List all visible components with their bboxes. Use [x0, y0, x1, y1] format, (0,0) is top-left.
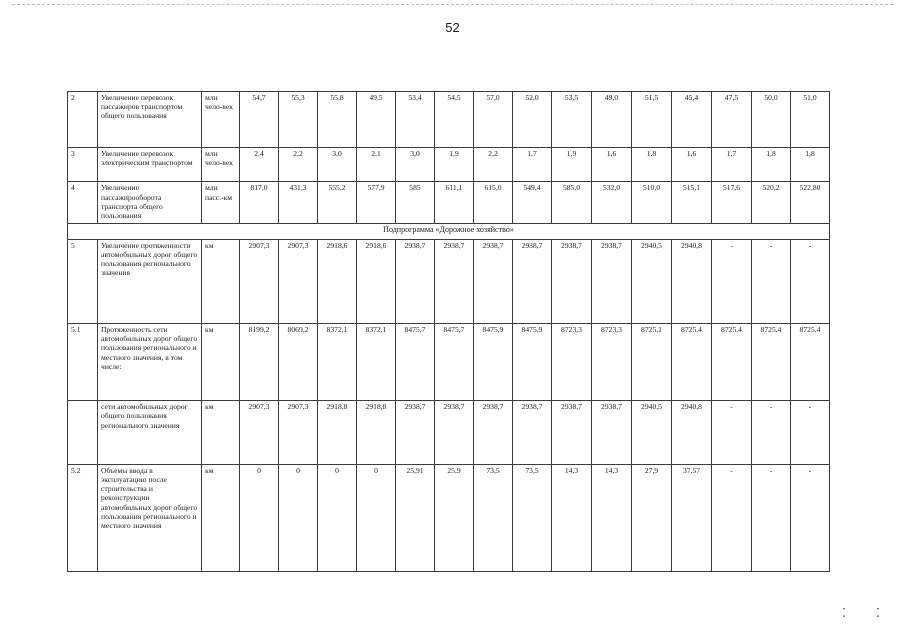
value-cell: 54,5 — [435, 92, 474, 148]
value-cell: 55,8 — [318, 92, 357, 148]
value-cell: 2,2 — [474, 147, 513, 182]
value-cell: 2938,7 — [513, 401, 552, 465]
page-number: 52 — [445, 20, 460, 35]
value-cell: 549,4 — [513, 182, 552, 223]
value-cell: 8725,4 — [791, 324, 830, 401]
indicator-name: сети автомобильных дорог общего пользования регионального значения — [98, 401, 202, 465]
value-cell: 8475,7 — [396, 324, 435, 401]
value-cell: 8372,1 — [357, 324, 396, 401]
value-cell: 517,6 — [712, 182, 752, 223]
value-cell: 3,0 — [318, 147, 357, 182]
value-cell: 57,0 — [474, 92, 513, 148]
value-cell: 1,9 — [435, 147, 474, 182]
value-cell: 2938,7 — [435, 401, 474, 465]
value-cell: 8475,7 — [435, 324, 474, 401]
table-row — [68, 401, 830, 465]
value-cell: - — [752, 401, 791, 465]
value-cell: 8725,4 — [672, 324, 712, 401]
table-row — [68, 182, 830, 223]
value-cell: 2918,6 — [318, 239, 357, 323]
value-cell: 1,8 — [791, 147, 830, 182]
value-cell: 2938,7 — [513, 239, 552, 323]
value-cell: 8725,1 — [632, 324, 672, 401]
row-index: 2 — [68, 92, 98, 148]
value-cell: - — [791, 401, 830, 465]
value-cell: 585 — [396, 182, 435, 223]
value-cell: 8069,2 — [279, 324, 318, 401]
value-cell: 2,4 — [240, 147, 279, 182]
value-cell: 1,8 — [752, 147, 791, 182]
value-cell: - — [791, 465, 830, 572]
value-cell: 585,0 — [552, 182, 592, 223]
value-cell: 2907,3 — [240, 401, 279, 465]
value-cell: 532,0 — [592, 182, 632, 223]
value-cell: 2907,3 — [279, 239, 318, 323]
value-cell: 49,5 — [357, 92, 396, 148]
value-cell: 611,1 — [435, 182, 474, 223]
value-cell: 37,57 — [672, 465, 712, 572]
value-cell: - — [712, 239, 752, 323]
value-cell: 51,0 — [791, 92, 830, 148]
value-cell: 14,3 — [592, 465, 632, 572]
row-index: 4 — [68, 182, 98, 223]
value-cell: 14,3 — [552, 465, 592, 572]
value-cell: 8372,1 — [318, 324, 357, 401]
value-cell: 615,0 — [474, 182, 513, 223]
value-cell: 2938,7 — [474, 239, 513, 323]
value-cell: 49,0 — [592, 92, 632, 148]
row-index: 5.1 — [68, 324, 98, 401]
indicator-name: Увеличение пассажирооборота транспорта общего пользования — [98, 182, 202, 223]
value-cell: 2918,6 — [357, 239, 396, 323]
value-cell: 2907,3 — [279, 401, 318, 465]
value-cell: 2938,7 — [396, 401, 435, 465]
value-cell: 2,1 — [357, 147, 396, 182]
value-cell: 2938,7 — [435, 239, 474, 323]
unit-cell: млн пасс.-км — [202, 182, 240, 223]
value-cell: 1,7 — [712, 147, 752, 182]
value-cell: 2940,8 — [672, 401, 712, 465]
value-cell: 2938,7 — [552, 239, 592, 323]
value-cell: 2938,7 — [592, 239, 632, 323]
row-index: 5.2 — [68, 465, 98, 572]
scan-mark: ⁚ — [876, 606, 880, 620]
value-cell: - — [712, 465, 752, 572]
table-row — [68, 239, 830, 323]
value-cell: 3,0 — [396, 147, 435, 182]
value-cell: 0 — [357, 465, 396, 572]
value-cell: - — [712, 401, 752, 465]
value-cell: 1,7 — [513, 147, 552, 182]
value-cell: 73,5 — [474, 465, 513, 572]
table-row — [68, 465, 830, 572]
value-cell: 53,4 — [396, 92, 435, 148]
value-cell: 47,5 — [712, 92, 752, 148]
top-edge-rule — [12, 4, 893, 5]
value-cell: 8199,2 — [240, 324, 279, 401]
value-cell: 2907,3 — [240, 239, 279, 323]
table-row — [68, 92, 830, 148]
value-cell: 555,2 — [318, 182, 357, 223]
value-cell: 520,2 — [752, 182, 791, 223]
unit-cell: млн чело-век — [202, 92, 240, 148]
value-cell: 2938,7 — [592, 401, 632, 465]
value-cell: 510,0 — [632, 182, 672, 223]
value-cell: - — [791, 239, 830, 323]
value-cell: 431,3 — [279, 182, 318, 223]
value-cell: 0 — [279, 465, 318, 572]
row-index — [68, 401, 98, 465]
value-cell: 515,1 — [672, 182, 712, 223]
subprogram-title: Подпрограмма «Дорожное хозяйство» — [68, 223, 830, 239]
value-cell: 2938,7 — [552, 401, 592, 465]
value-cell: 8725,4 — [752, 324, 791, 401]
unit-cell: млн чело-век — [202, 147, 240, 182]
value-cell: 53,5 — [552, 92, 592, 148]
value-cell: 2940,8 — [672, 239, 712, 323]
indicator-name: Увеличение протяженности автомобильных дорог общего пользования регионального значения — [98, 239, 202, 323]
row-index: 5 — [68, 239, 98, 323]
value-cell: 2918,8 — [318, 401, 357, 465]
indicator-name: Протяженность сети автомобильных дорог общего пользования регионального и местного значения, в том числе: — [98, 324, 202, 401]
value-cell: 2938,7 — [474, 401, 513, 465]
value-cell: - — [752, 465, 791, 572]
value-cell: 27,9 — [632, 465, 672, 572]
value-cell: 55,3 — [279, 92, 318, 148]
table-row — [68, 324, 830, 401]
indicator-name: Увеличение перевозок электрическим транспортом — [98, 147, 202, 182]
value-cell: 25,91 — [396, 465, 435, 572]
table-body — [68, 92, 830, 572]
value-cell: 8723,3 — [592, 324, 632, 401]
value-cell: 52,0 — [513, 92, 552, 148]
indicators-table — [67, 91, 830, 572]
value-cell: 8723,3 — [552, 324, 592, 401]
indicator-name: Увеличение перевозок пассажиров транспортом общего пользования — [98, 92, 202, 148]
scan-mark: ⁚ — [842, 606, 846, 620]
value-cell: 54,7 — [240, 92, 279, 148]
subprogram-row — [68, 223, 830, 239]
value-cell: 522,80 — [791, 182, 830, 223]
value-cell: 2938,7 — [396, 239, 435, 323]
indicator-name: Объемы ввода в эксплуатацию после строительства и реконструкции автомобильных дорог общего пользования регионального и местного значения — [98, 465, 202, 572]
value-cell: 2,2 — [279, 147, 318, 182]
value-cell: 8475,9 — [474, 324, 513, 401]
value-cell: 25,9 — [435, 465, 474, 572]
value-cell: 1,6 — [672, 147, 712, 182]
value-cell: 1,6 — [592, 147, 632, 182]
unit-cell: км — [202, 465, 240, 572]
value-cell: 51,5 — [632, 92, 672, 148]
unit-cell: км — [202, 324, 240, 401]
value-cell: 1,8 — [632, 147, 672, 182]
value-cell: 577,9 — [357, 182, 396, 223]
value-cell: 0 — [318, 465, 357, 572]
value-cell: 2940,5 — [632, 401, 672, 465]
value-cell: 45,4 — [672, 92, 712, 148]
value-cell: 8725,4 — [712, 324, 752, 401]
value-cell: 0 — [240, 465, 279, 572]
table-row — [68, 147, 830, 182]
value-cell: 8475,9 — [513, 324, 552, 401]
value-cell: - — [752, 239, 791, 323]
unit-cell: км — [202, 401, 240, 465]
row-index: 3 — [68, 147, 98, 182]
unit-cell: км — [202, 239, 240, 323]
value-cell: 1,9 — [552, 147, 592, 182]
value-cell: 2940,5 — [632, 239, 672, 323]
value-cell: 2918,8 — [357, 401, 396, 465]
value-cell: 73,5 — [513, 465, 552, 572]
value-cell: 817,0 — [240, 182, 279, 223]
value-cell: 50,0 — [752, 92, 791, 148]
